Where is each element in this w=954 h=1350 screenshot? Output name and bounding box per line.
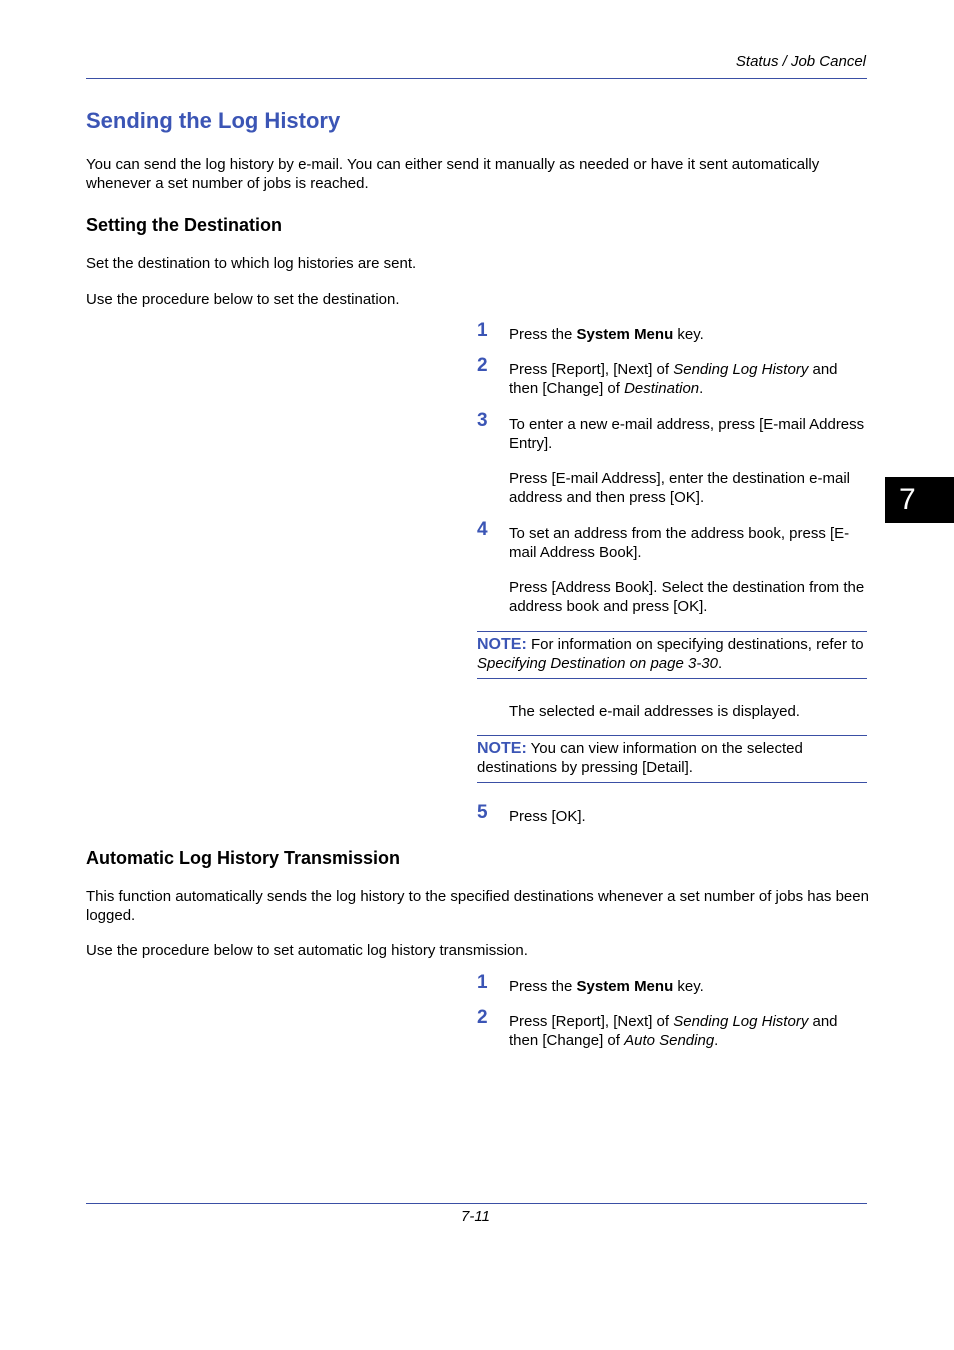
dest-step-4-detail: Press [Address Book]. Select the destination from the address book and press [OK]. bbox=[509, 579, 865, 615]
section-heading-destination: Setting the Destination bbox=[86, 215, 283, 235]
step-text: To set an address from the address book, press [E-mail Address Book]. bbox=[509, 525, 850, 561]
step-number: 2 bbox=[477, 355, 488, 376]
chapter-tab: 7 bbox=[885, 477, 954, 523]
running-header: Status / Job Cancel bbox=[735, 53, 866, 70]
step-number: 3 bbox=[477, 410, 488, 431]
step-number: 5 bbox=[477, 802, 488, 823]
footer-rule bbox=[86, 1203, 867, 1204]
destination-paragraph-2: Use the procedure below to set the destination. bbox=[86, 291, 400, 308]
step-text: Press the System Menu key. bbox=[509, 326, 704, 343]
dest-step-3-detail: Press [E-mail Address], enter the destination e-mail address and then press [OK]. bbox=[509, 470, 850, 506]
step-text: Press [OK]. bbox=[509, 808, 586, 825]
auto-step-2 bbox=[477, 1007, 869, 1050]
note-detail: NOTE: You can view information on the selected destinations by pressing [Detail]. bbox=[477, 735, 867, 783]
step-number: 4 bbox=[477, 519, 488, 540]
auto-step-1 bbox=[477, 972, 869, 996]
step-number: 1 bbox=[477, 972, 488, 993]
step-text: Press [Report], [Next] of Sending Log History and then [Change] of Destination. bbox=[509, 361, 838, 397]
dest-step-5 bbox=[477, 802, 869, 826]
cross-reference-link: Specifying Destination on page 3-30 bbox=[477, 655, 718, 672]
step-text: To enter a new e-mail address, press [E-mail Address Entry]. bbox=[509, 416, 865, 452]
auto-paragraph-1: This function automatically sends the log history to the specified destinations whenever a set number of jobs has been logged. bbox=[86, 888, 869, 924]
dest-step-3 bbox=[477, 410, 869, 453]
step-number: 1 bbox=[477, 320, 488, 341]
header-rule bbox=[86, 78, 867, 79]
section-heading-auto: Automatic Log History Transmission bbox=[86, 848, 401, 868]
step-number: 2 bbox=[477, 1007, 488, 1028]
page-title: Sending the Log History bbox=[86, 108, 341, 133]
step-text: Press [Report], [Next] of Sending Log History and then [Change] of Auto Sending. bbox=[509, 1013, 838, 1049]
page-number: 7-11 bbox=[461, 1208, 490, 1225]
displayed-message: The selected e-mail addresses is displayed. bbox=[509, 703, 800, 720]
dest-step-4 bbox=[477, 519, 869, 562]
note-label: NOTE: bbox=[477, 740, 527, 757]
dest-step-2 bbox=[477, 355, 869, 398]
auto-paragraph-2: Use the procedure below to set automatic log history transmission. bbox=[86, 942, 528, 959]
intro-paragraph: You can send the log history by e-mail. You can either send it manually as needed or have it sent automatically whenever a set number of jobs is reached. bbox=[86, 156, 820, 192]
note-label: NOTE: bbox=[477, 636, 527, 653]
dest-step-1 bbox=[477, 320, 869, 344]
step-text: Press the System Menu key. bbox=[509, 978, 704, 995]
destination-paragraph-1: Set the destination to which log histories are sent. bbox=[86, 255, 417, 272]
note-specifying-destinations: NOTE: For information on specifying destinations, refer to Specifying Destination on page 3-30. bbox=[477, 631, 867, 679]
